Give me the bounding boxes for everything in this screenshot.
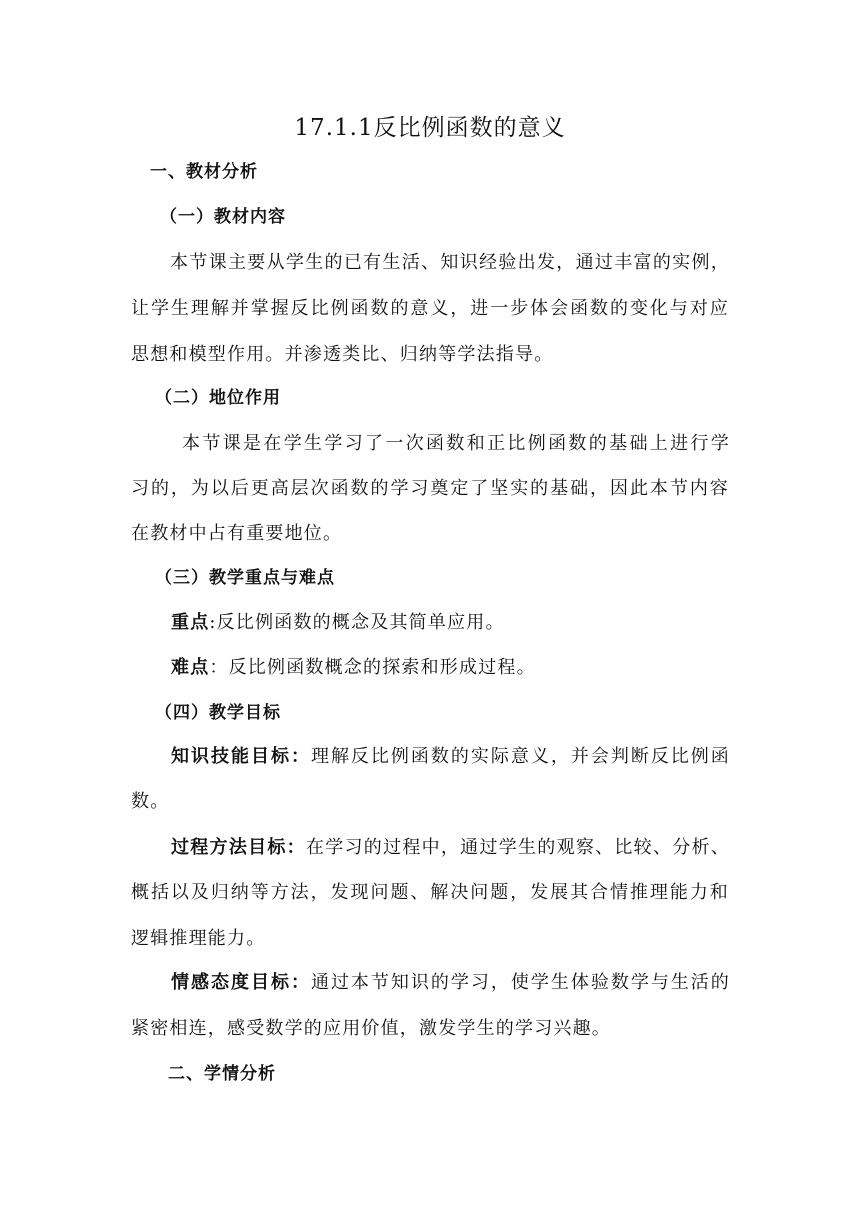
key-point-line — [171, 611, 505, 635]
subheading-key-difficult-points: （三）教学重点与难点 — [155, 568, 335, 588]
section-heading-textbook-analysis: 一、教材分析 — [150, 162, 258, 182]
goal-knowledge-label: 知识技能目标： — [171, 746, 311, 767]
goal-knowledge-line — [171, 745, 730, 769]
goal-knowledge-text: 理解反比例函数的实际意义，并会判断反比例函 — [310, 746, 730, 767]
paragraph-line: 习的，为以后更高层次函数的学习奠定了坚实的基础，因此本节内容 — [131, 478, 729, 499]
goal-emotion-text: 通过本节知识的学习，使学生体验数学与生活的 — [310, 972, 730, 993]
paragraph-line: 让学生理解并掌握反比例函数的意义，进一步体会函数的变化与对应 — [131, 298, 729, 319]
goal-process-label: 过程方法目标： — [171, 837, 306, 858]
difficult-point-label: 难点 — [171, 657, 210, 678]
goal-emotion-label: 情感态度目标： — [171, 972, 311, 993]
paragraph-line: 在教材中占有重要地位。 — [131, 523, 343, 544]
paragraph-line: 紧密相连，感受数学的应用价值，激发学生的学习兴趣。 — [131, 1018, 611, 1039]
difficult-point-line — [171, 656, 536, 680]
goal-emotion-line — [171, 971, 730, 995]
section-heading-learner-analysis: 二、学情分析 — [168, 1064, 276, 1084]
key-point-label: 重点 — [171, 612, 210, 633]
subheading-position-role: （二）地位作用 — [155, 388, 281, 408]
subheading-teaching-goals: （四）教学目标 — [155, 703, 281, 723]
paragraph-line: 逻辑推理能力。 — [131, 928, 266, 949]
difficult-point-text: ：反比例函数概念的探索和形成过程。 — [209, 657, 536, 678]
key-point-text: :反比例函数的概念及其简单应用。 — [209, 612, 505, 633]
document-title: 17.1.1反比例函数的意义 — [294, 115, 566, 141]
paragraph-line: 概括以及归纳等方法，发现问题、解决问题，发展其合情推理能力和 — [131, 882, 729, 903]
paragraph-line: 本节课是在学生学习了一次函数和正比例函数的基础上进行学 — [182, 433, 730, 454]
paragraph-line: 本节课主要从学生的已有生活、知识经验出发，通过丰富的实例， — [170, 252, 730, 273]
goal-process-line — [171, 836, 730, 860]
goal-process-text: 在学习的过程中，通过学生的观察、比较、分析、 — [305, 837, 730, 858]
paragraph-line: 数。 — [131, 791, 170, 812]
subheading-textbook-content: （一）教材内容 — [160, 207, 286, 227]
paragraph-line: 思想和模型作用。并渗透类比、归纳等学法指导。 — [131, 344, 554, 365]
